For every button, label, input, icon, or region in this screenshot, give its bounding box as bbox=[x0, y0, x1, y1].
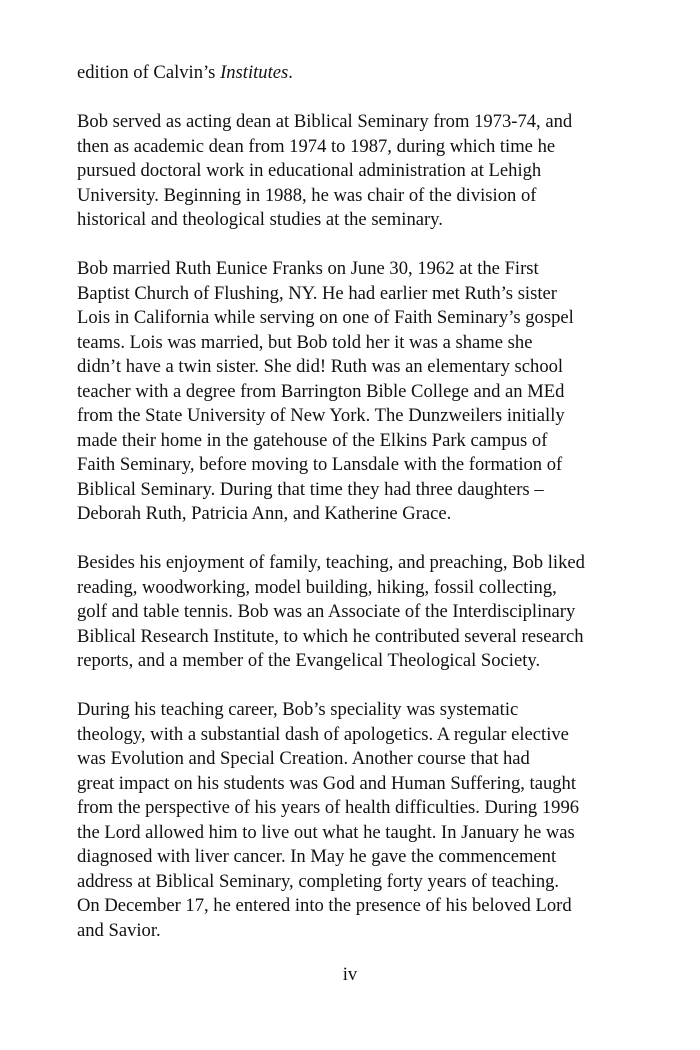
paragraph-dean-service bbox=[77, 110, 637, 233]
text-line: theology, with a substantial dash of apologetics. A regular elective bbox=[77, 723, 569, 745]
text-line: teacher with a degree from Barrington Bible College and an MEd bbox=[77, 380, 565, 402]
text-line: Lois in California while serving on one of Faith Seminary’s gospel bbox=[77, 307, 574, 328]
text-line: from the State University of New York. The Dunzweilers initially bbox=[77, 405, 565, 426]
paragraph-marriage bbox=[77, 257, 637, 527]
text-line: Besides his enjoyment of family, teaching, and preaching, Bob liked bbox=[77, 552, 585, 573]
text-line: Faith Seminary, before moving to Lansdale with the formation of bbox=[77, 454, 563, 475]
text-line: diagnosed with liver cancer. In May he gave the commencement bbox=[77, 846, 557, 867]
text-line: During his teaching career, Bob’s speciality was systematic bbox=[77, 699, 519, 720]
text-line: then as academic dean from 1974 to 1987, during which time he bbox=[77, 135, 556, 157]
text-line: historical and theological studies at the seminary. bbox=[77, 209, 443, 230]
text-line: address at Biblical Seminary, completing forty years of teaching. bbox=[77, 870, 560, 892]
text-line: pursued doctoral work in educational administration at Lehigh bbox=[77, 160, 542, 181]
text-line: Biblical Research Institute, to which he contributed several research bbox=[77, 625, 584, 647]
text-line: was Evolution and Special Creation. Another course that had bbox=[77, 748, 530, 769]
text-line: Deborah Ruth, Patricia Ann, and Katherine Grace. bbox=[77, 503, 452, 524]
text-line: teams. Lois was married, but Bob told her it was a shame she bbox=[77, 331, 533, 353]
text-line: Baptist Church of Flushing, NY. He had earlier met Ruth’s sister bbox=[77, 282, 557, 304]
text-line: Bob served as acting dean at Biblical Seminary from 1973-74, and bbox=[77, 111, 573, 132]
text-line: and Savior. bbox=[77, 919, 161, 941]
punctuation: . bbox=[288, 62, 293, 83]
text-line: from the perspective of his years of health difficulties. During 1996 bbox=[77, 797, 580, 818]
paragraph-teaching-career bbox=[77, 698, 637, 943]
text-line: made their home in the gatehouse of the Elkins Park campus of bbox=[77, 429, 548, 451]
text-line: edition of Calvin’s bbox=[77, 62, 221, 83]
page-number: iv bbox=[342, 964, 358, 985]
text-line: University. Beginning in 1988, he was chair of the division of bbox=[77, 184, 537, 206]
italic-title: Institutes bbox=[220, 62, 289, 83]
text-line: didn’t have a twin sister. She did! Ruth was an elementary school bbox=[77, 356, 564, 377]
text-line: On December 17, he entered into the presence of his beloved Lord bbox=[77, 895, 572, 916]
text-line: Bob married Ruth Eunice Franks on June 30, 1962 at the First bbox=[77, 258, 539, 279]
body-text bbox=[77, 61, 637, 968]
text-line: reading, woodworking, model building, hiking, fossil collecting, bbox=[77, 576, 557, 598]
paragraph-interests bbox=[77, 551, 637, 674]
paragraph-calvin-edition bbox=[77, 61, 637, 86]
text-line: reports, and a member of the Evangelical Theological Society. bbox=[77, 650, 541, 671]
text-line: great impact on his students was God and Human Suffering, taught bbox=[77, 772, 577, 794]
text-line: the Lord allowed him to live out what he taught. In January he was bbox=[77, 821, 575, 843]
text-line: golf and table tennis. Bob was an Associate of the Interdisciplinary bbox=[77, 601, 576, 622]
text-line: Biblical Seminary. During that time they had three daughters – bbox=[77, 478, 544, 500]
